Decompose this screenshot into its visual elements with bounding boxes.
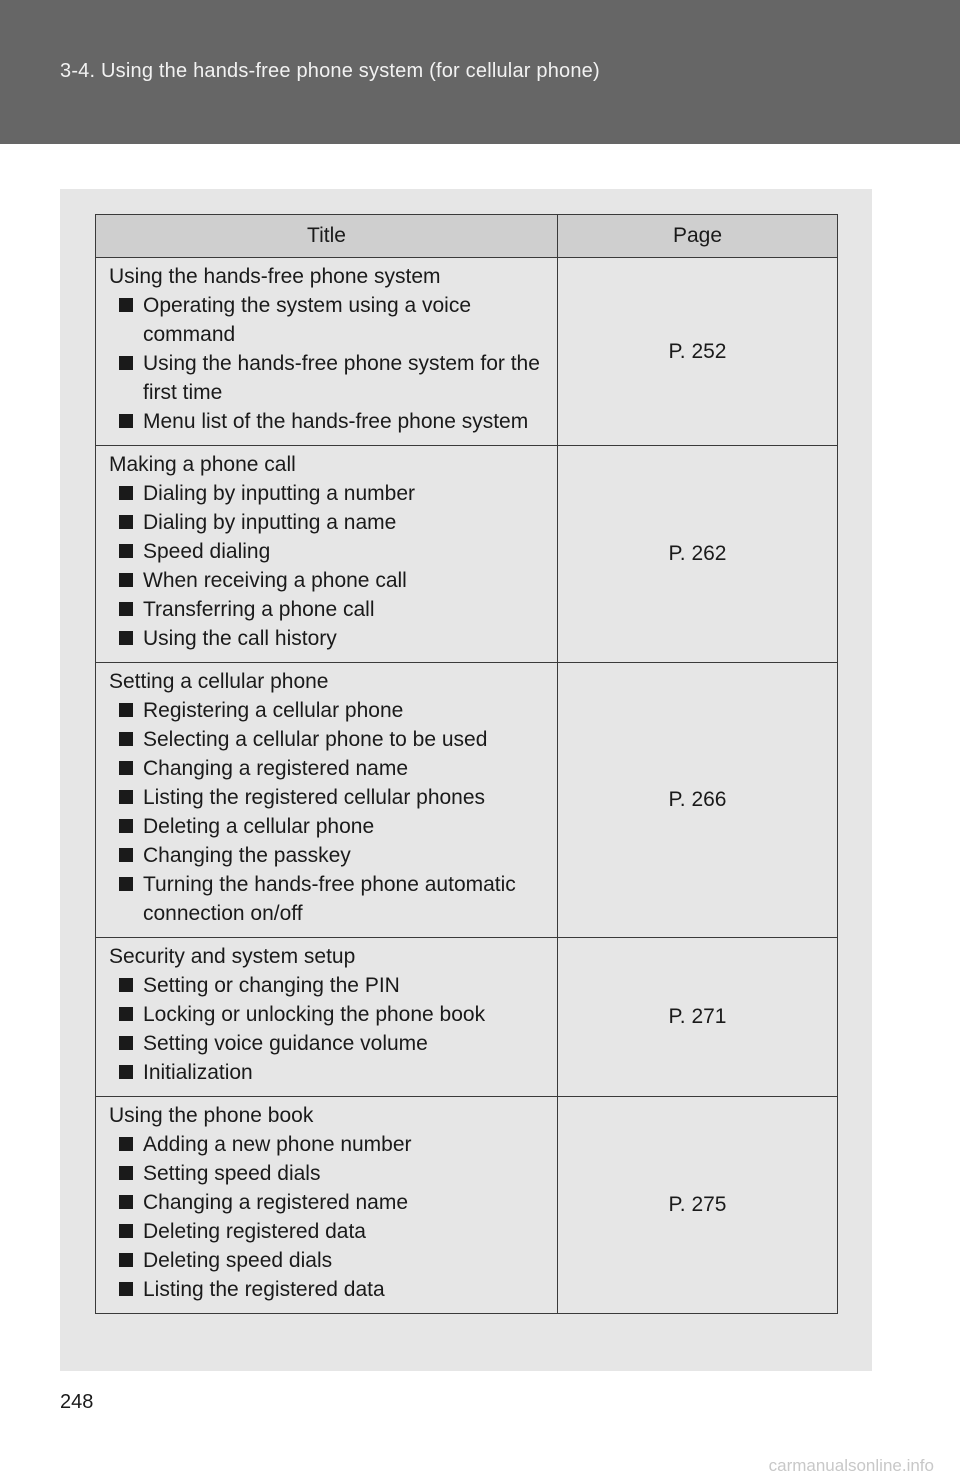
square-bullet-icon [119,298,133,312]
list-item-label: Setting voice guidance volume [143,1032,428,1055]
list-item [109,1029,545,1058]
list-item-label: When receiving a phone call [143,569,407,592]
subtopic-list [109,291,545,436]
square-bullet-icon [119,1065,133,1079]
list-item-label: Initialization [143,1061,253,1084]
list-item-label: Locking or unlocking the phone book [143,1003,486,1026]
list-item [109,1159,545,1188]
list-item [109,1000,545,1029]
list-item [109,696,545,725]
list-item-label: Listing the registered cellular phones [143,786,486,809]
column-header-page: Page [558,215,838,258]
section-heading: Making a phone call [109,453,296,476]
square-bullet-icon [119,515,133,529]
page-reference: P. 266 [558,663,838,938]
list-item [109,508,545,537]
square-bullet-icon [119,1166,133,1180]
list-item-label: Speed dialing [143,540,271,563]
section-heading: Using the hands-free phone system [109,265,441,288]
title-cell [96,446,558,663]
list-item [109,783,545,812]
page-reference: P. 275 [558,1097,838,1314]
list-item [109,537,545,566]
square-bullet-icon [119,877,133,891]
square-bullet-icon [119,631,133,645]
list-item [109,812,545,841]
subtopic-list [109,971,545,1087]
subtopic-list [109,479,545,653]
list-item-label: Operating the system using a voice command [143,294,472,346]
list-item [109,1275,545,1304]
list-item [109,566,545,595]
list-item [109,1188,545,1217]
page-number: 248 [60,1391,94,1413]
title-cell [96,663,558,938]
square-bullet-icon [119,819,133,833]
title-cell [96,938,558,1097]
list-item-label: Menu list of the hands-free phone system [143,410,529,433]
list-item [109,479,545,508]
square-bullet-icon [119,544,133,558]
square-bullet-icon [119,1036,133,1050]
page-reference: P. 271 [558,938,838,1097]
subtopic-list [109,696,545,928]
subtopic-list [109,1130,545,1304]
square-bullet-icon [119,761,133,775]
square-bullet-icon [119,1137,133,1151]
list-item-label: Dialing by inputting a number [143,482,415,505]
list-item [109,754,545,783]
square-bullet-icon [119,703,133,717]
list-item-label: Transferring a phone call [143,598,375,621]
square-bullet-icon [119,602,133,616]
list-item-label: Deleting registered data [143,1220,366,1243]
square-bullet-icon [119,1224,133,1238]
page-reference: P. 262 [558,446,838,663]
section-heading: Setting a cellular phone [109,670,329,693]
list-item [109,841,545,870]
contents-table [95,214,838,1314]
list-item-label: Using the hands-free phone system for the first time [143,352,540,404]
square-bullet-icon [119,732,133,746]
list-item-label: Registering a cellular phone [143,699,404,722]
table-row [96,938,838,1097]
list-item-label: Deleting a cellular phone [143,815,375,838]
table-row [96,446,838,663]
list-item [109,725,545,754]
square-bullet-icon [119,1007,133,1021]
list-item-label: Setting or changing the PIN [143,974,400,997]
square-bullet-icon [119,356,133,370]
list-item [109,624,545,653]
list-item [109,349,545,407]
title-cell [96,1097,558,1314]
list-item-label: Selecting a cellular phone to be used [143,728,488,751]
list-item-label: Changing a registered name [143,757,409,780]
list-item [109,595,545,624]
square-bullet-icon [119,573,133,587]
square-bullet-icon [119,848,133,862]
list-item [109,291,545,349]
list-item-label: Deleting speed dials [143,1249,333,1272]
watermark: carmanualsonline.info [768,1456,934,1475]
square-bullet-icon [119,486,133,500]
list-item [109,870,545,928]
table-row [96,663,838,938]
list-item [109,971,545,1000]
list-item [109,1058,545,1087]
column-header-title: Title [96,215,558,258]
section-heading: Using the phone book [109,1104,314,1127]
list-item-label: Setting speed dials [143,1162,321,1185]
square-bullet-icon [119,1253,133,1267]
square-bullet-icon [119,1282,133,1296]
table-header-row [96,215,838,258]
list-item [109,407,545,436]
list-item-label: Changing the passkey [143,844,351,867]
list-item-label: Using the call history [143,627,337,650]
list-item-label: Listing the registered data [143,1278,385,1301]
list-item-label: Adding a new phone number [143,1133,412,1156]
list-item [109,1217,545,1246]
page-reference: P. 252 [558,258,838,446]
table-row [96,258,838,446]
table-row [96,1097,838,1314]
list-item [109,1246,545,1275]
page-header [0,0,960,144]
list-item-label: Dialing by inputting a name [143,511,397,534]
title-cell [96,258,558,446]
section-heading: Security and system setup [109,945,356,968]
list-item-label: Changing a registered name [143,1191,409,1214]
square-bullet-icon [119,790,133,804]
square-bullet-icon [119,1195,133,1209]
list-item [109,1130,545,1159]
square-bullet-icon [119,978,133,992]
section-title: 3-4. Using the hands-free phone system (for cellular phone) [60,60,600,82]
square-bullet-icon [119,414,133,428]
list-item-label: Turning the hands-free phone automatic connection on/off [143,873,516,925]
